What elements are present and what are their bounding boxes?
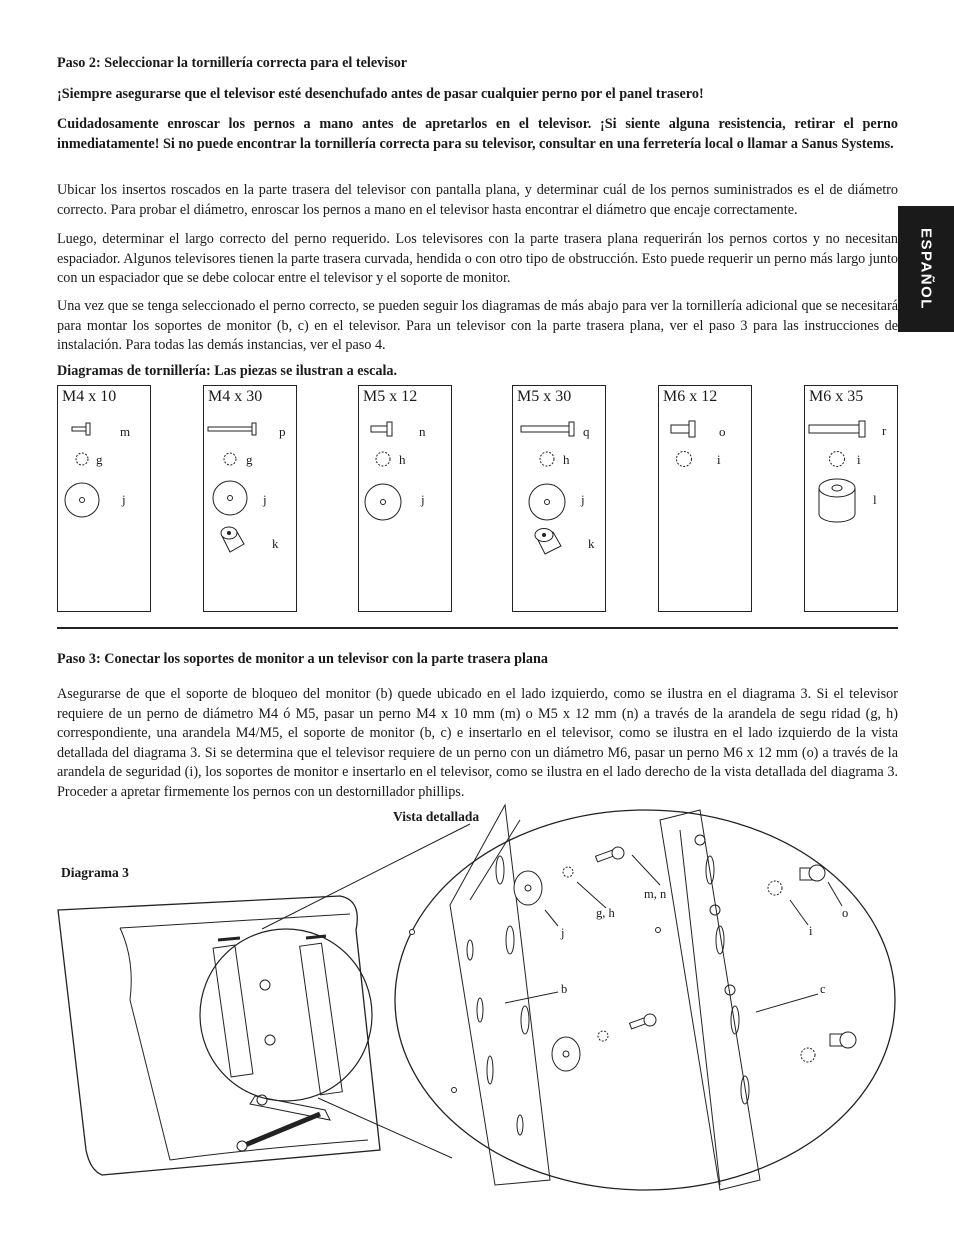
- label-i: i: [809, 924, 813, 938]
- bolt-label: o: [719, 424, 726, 439]
- hardware-title: M5 x 30: [517, 388, 572, 405]
- hardware-diagrams-caption: Diagramas de tornillería: Las piezas se ilustran a escala.: [57, 363, 398, 379]
- spacer-ring-label: j: [581, 492, 585, 507]
- washer-label: g: [246, 452, 253, 467]
- hardware-title: M6 x 12: [663, 388, 718, 405]
- bolt-label: m: [120, 424, 131, 439]
- step2-para3: Una vez que se tenga seleccionado el perno correcto, se pueden seguir los diagramas de más abajo para ver la tornillería adicional que se necesitará para montar los soportes de monitor (b, c) en el televisor. Para un televisor con la parte trasera plana, ver el paso 3 para las instrucciones de instalación. Para todas las demás instancias, ver el paso 4.: [57, 298, 898, 353]
- language-tab-label: ESPAÑOL: [917, 228, 935, 310]
- step2-para1: Ubicar los insertos roscados en la parte trasera del televisor con pantalla plana, y determinar cuál de los pernos suministrados es el de diámetro correcto. Para probar el diámetro, enroscar los pernos a mano en el televisor hasta encontrar el diámetro que encaje correctamente.: [57, 182, 898, 218]
- washer-label: i: [857, 452, 861, 467]
- spacer-label: k: [588, 536, 595, 551]
- step2-heading: Paso 2: Seleccionar la tornillería correcta para el televisor: [57, 55, 408, 71]
- label-mn: m, n: [644, 887, 667, 901]
- diagram3-caption: Diagrama 3: [61, 865, 129, 880]
- label-b: b: [561, 982, 568, 996]
- washer-label: g: [96, 452, 103, 467]
- spacer-label: l: [873, 492, 877, 507]
- washer-label: i: [717, 452, 721, 467]
- step2-caution: Cuidadosamente enroscar los pernos a mano antes de apretarlos en el televisor. ¡Si siente alguna resistencia, retirar el perno inmediatamente! Si no puede encontrar la tornillería correcta para su televisor, consultar en una ferretería local o llamar a Sanus Systems.: [57, 116, 898, 152]
- label-c: c: [820, 982, 826, 996]
- step2-para2: Luego, determinar el largo correcto del perno requerido. Los televisores con la parte trasera plana requerirán los pernos cortos y no necesitan espaciador. Algunos televisores tienen la parte trasera curvada, hendida o con otro tipo de obstrucción. Esto puede requerir un perno más largo junto con un espaciador que se debe colocar entre el televisor y el soporte de monitor.: [57, 231, 898, 286]
- bolt-label: r: [882, 423, 887, 438]
- hardware-title: M5 x 12: [363, 388, 418, 405]
- hardware-title: M6 x 35: [809, 388, 864, 405]
- bolt-label: p: [279, 424, 286, 439]
- step2-warning: ¡Siempre asegurarse que el televisor esté desenchufado antes de pasar cualquier perno por el panel trasero!: [57, 86, 704, 102]
- spacer-ring-label: j: [263, 492, 267, 507]
- hardware-title: M4 x 10: [62, 388, 117, 405]
- washer-label: h: [399, 452, 406, 467]
- hardware-title: M4 x 30: [208, 388, 263, 405]
- label-j: j: [561, 926, 565, 940]
- spacer-label: k: [272, 536, 279, 551]
- label-o: o: [842, 906, 849, 920]
- step3-heading: Paso 3: Conectar los soportes de monitor a un televisor con la parte trasera plana: [57, 651, 548, 667]
- spacer-ring-label: j: [421, 492, 425, 507]
- washer-label: h: [563, 452, 570, 467]
- bolt-label: n: [419, 424, 426, 439]
- detail-view-caption: Vista detallada: [393, 809, 480, 824]
- step3-body: Asegurarse de que el soporte de bloqueo del monitor (b) quede ubicado en el lado izquierdo, como se ilustra en el diagrama 3. Si el televisor requiere de un perno de diámetro M4 ó M5, pasar un perno M4 x 10 mm (m) o M5 x 12 mm (n) a través de la arandela de segu ridad (g, h) correspondiente, una arandela M4/M5, el soporte de monitor (b, c) e insertarlo en el televisor, como se ilustra en el lado izquierdo de la vista detallada del diagrama 3. Si se determina que el televisor requiere de un perno con un diámetro M6, pasar un perno M6 x 12 mm (o) a través de la arandela de seguridad (i), los soportes de monitor e insertarlo en el televisor, como se ilustra en el lado derecho de la vista detallada del diagrama 3. Proceder a apretar firmemente los pernos con un destornillador phillips.: [57, 686, 898, 800]
- label-gh: g, h: [596, 906, 615, 920]
- spacer-ring-label: j: [122, 492, 126, 507]
- bolt-label: q: [583, 424, 590, 439]
